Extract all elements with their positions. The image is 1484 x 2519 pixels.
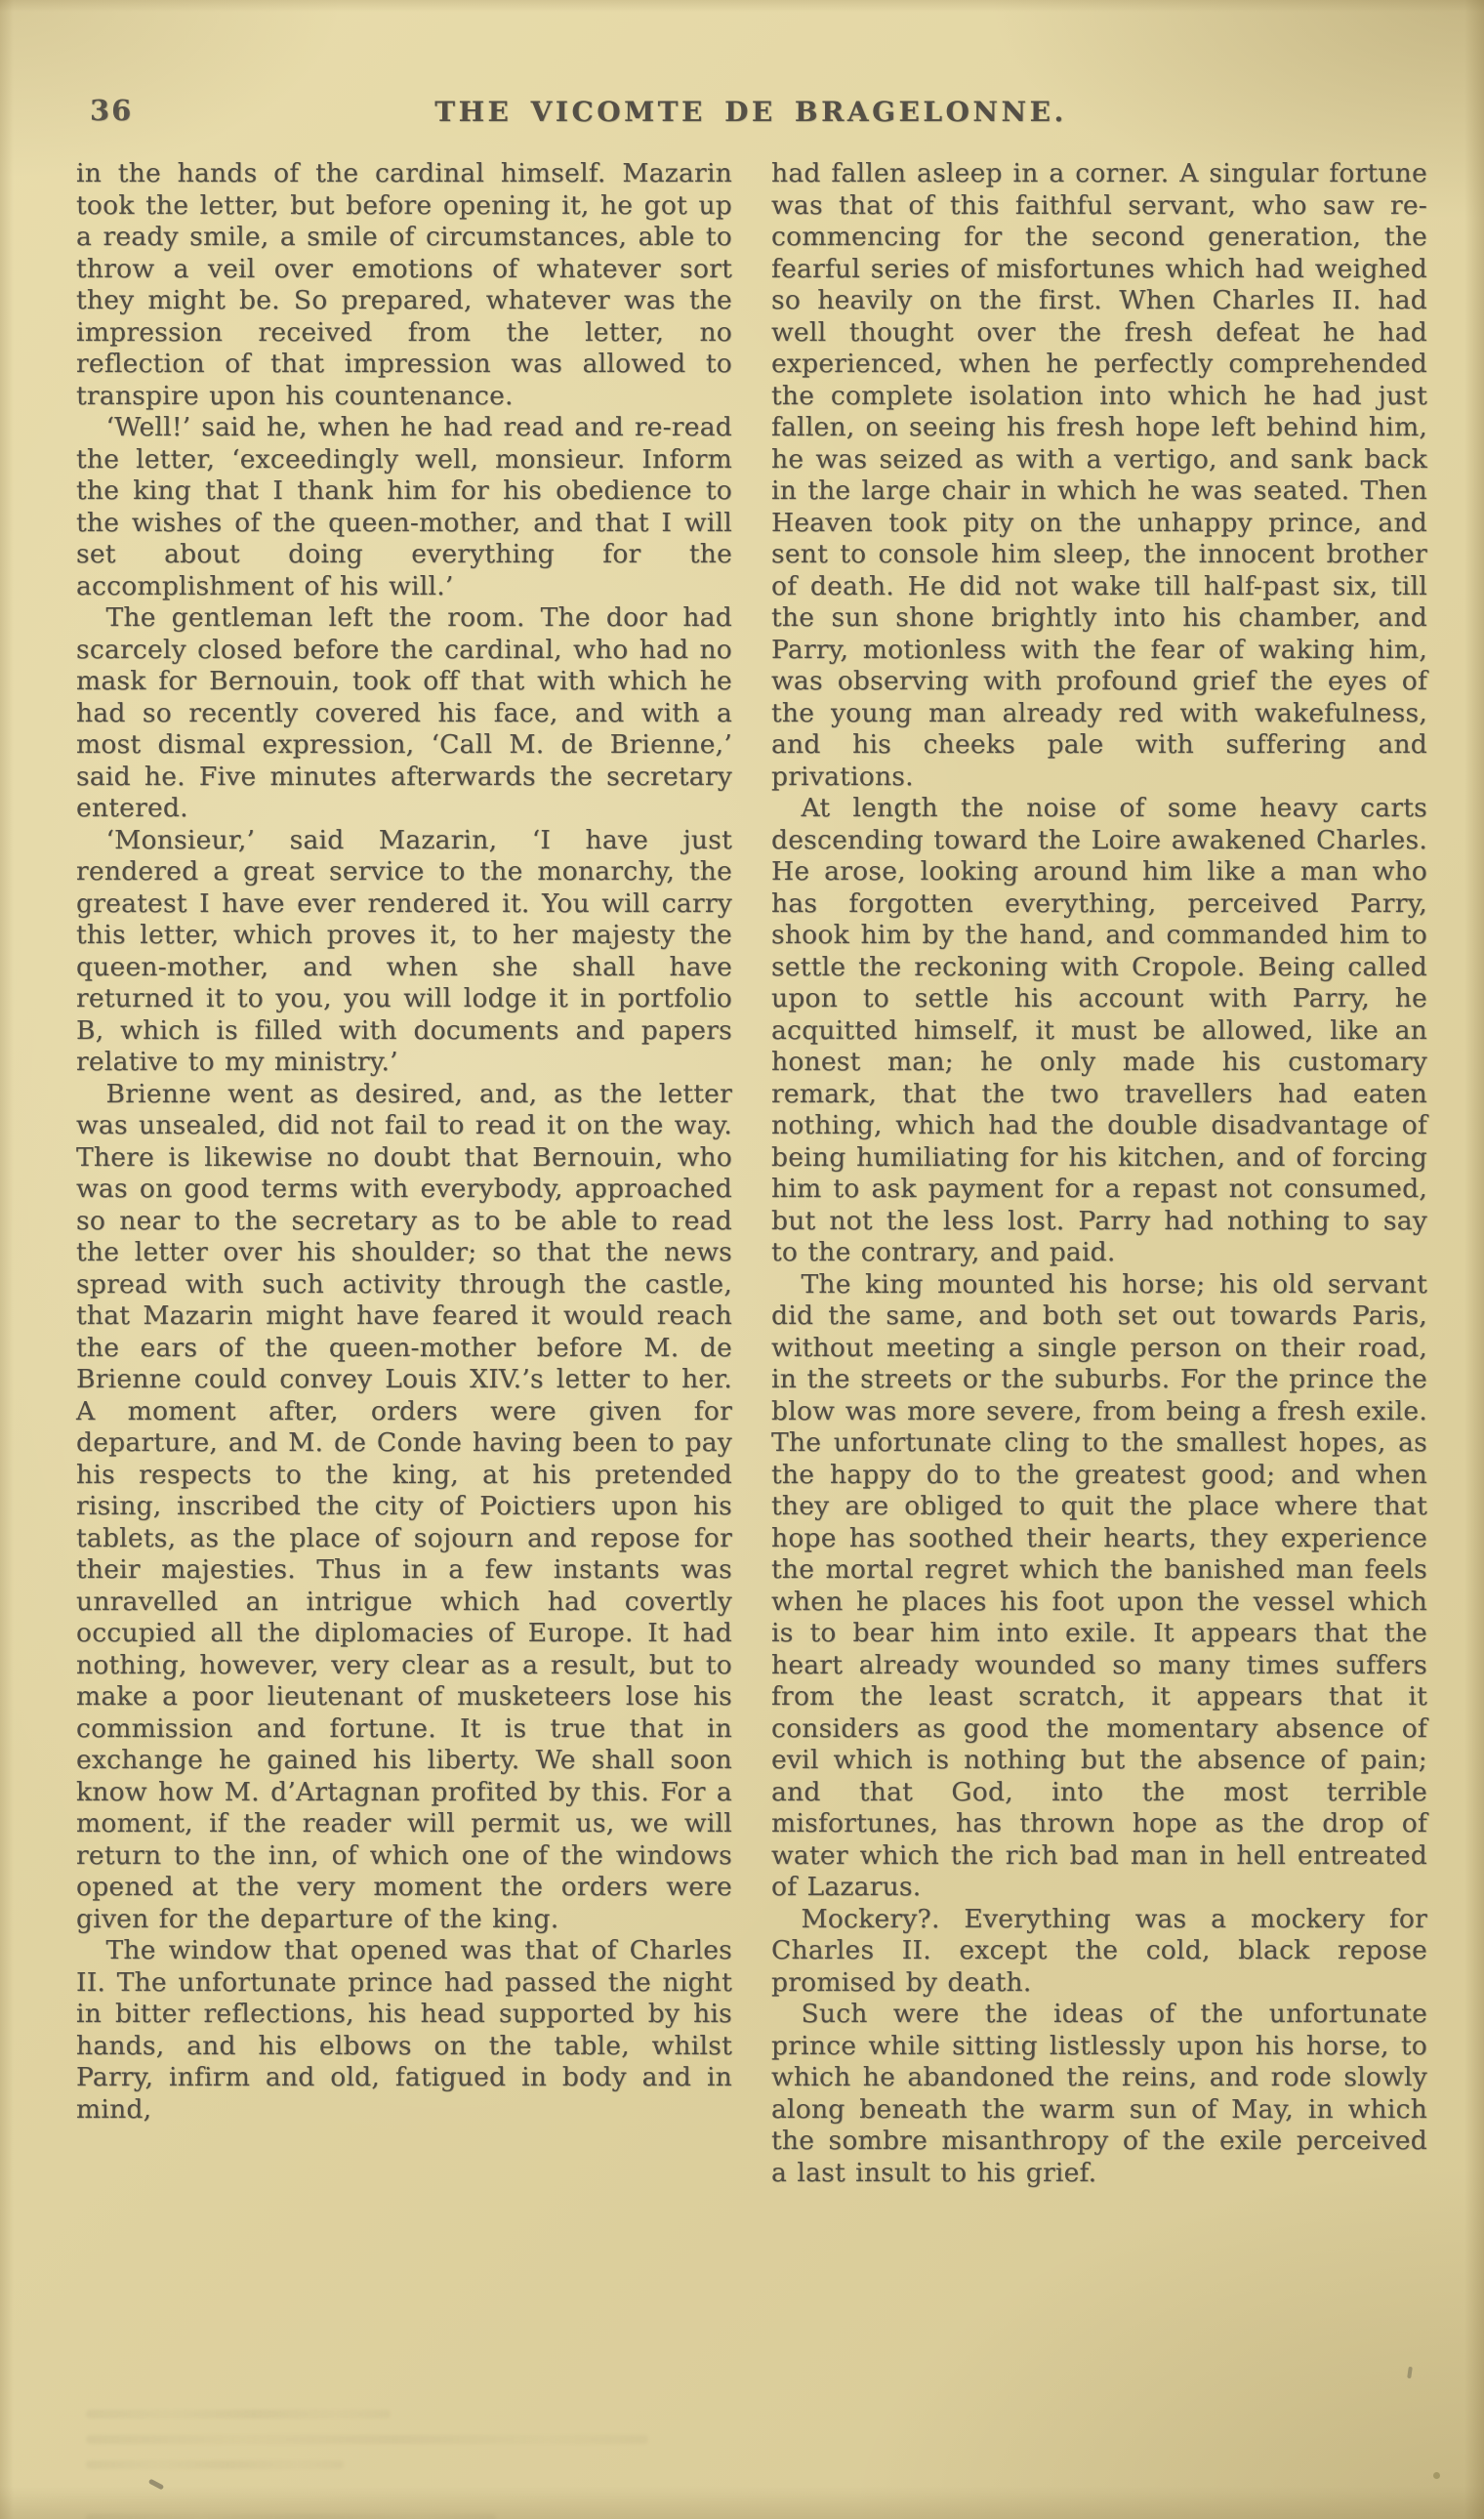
ink-speck (1407, 2367, 1413, 2378)
ink-speck (148, 2479, 164, 2491)
paragraph: ‘Monsieur,’ said Mazarin, ‘I have just rendered a great service to the monarchy, the greatest I have ever rendered it. You will carry this letter, which proves it, to her majesty the queen-mother, and when she shall have returned it to you, you will lodge it in portfolio B, which is filled with documents and papers relative to my ministry.’ (76, 824, 732, 1077)
paragraph: Brienne went as desired, and, as the letter was unsealed, did not fail to read it on the way. There is likewise no doubt that Bernouin, who was on good terms with everybody, approached so near to the secretary as to be able to read the letter over his shoulder; so that the news spread with such activity through the castle, that Mazarin might have feared it would reach the ears of the queen-mother before M. de Brienne could convey Louis XIV.’s letter to her. A moment after, orders were given for departure, and M. de Conde having been to pay his respects to the king, at his pretended rising, inscribed the city of Poictiers upon his tablets, as the place of sojourn and repose for their majesties. Thus in a few instants was unravelled an intrigue which had covertly occupied all the diplomacies of Europe. It had nothing, however, very clear as a result, but to make a poor lieutenant of musketeers lose his commission and fortune. It is true that in exchange he gained his liberty. We shall soon know how M. d’Artagnan profited by this. For a moment, if the reader will permit us, we will return to the inn, of which one of the windows opened at the very moment the orders were given for the departure of the king. (76, 1078, 732, 1934)
paragraph: The window that opened was that of Charles II. The unfortunate prince had passed the night in bitter reflections, his head supported by his hands, and his elbows on the table, whilst Parry, infirm and old, fatigued in body and in mind, (76, 1935, 732, 2125)
paragraph: in the hands of the cardinal himself. Mazarin took the letter, but before opening it, he got up a ready smile, a smile of circumstances, able to throw a veil over emotions of whatever sort they might be. So prepared, whatever was the impression received from the letter, no reflection of that impression was allowed to transpire upon his countenance. (76, 158, 732, 411)
paragraph: ‘Well!’ said he, when he had read and re-read the letter, ‘exceedingly well, monsieur. Inform the king that I thank him for his obedience to the wishes of the queen-mother, and that I will set about doing everything for the accomplishment of his will.’ (76, 412, 732, 601)
paragraph: had fallen asleep in a corner. A singular fortune was that of this faithful servant, who saw re-commencing for the second generation, the fearful series of misfortunes which had weighed so heavily on the first. When Charles II. had well thought over the fresh defeat he had experienced, when he perfectly comprehended the complete isolation into which he had just fallen, on seeing his fresh hope left behind him, he was seized as with a vertigo, and sank back in the large chair in which he was seated. Then Heaven took pity on the unhappy prince, and sent to console him sleep, the innocent brother of death. He did not wake till half-past six, till the sun shone brightly into his chamber, and Parry, motionless with the fear of waking him, was observing with profound grief the eyes of the young man already red with wakefulness, and his cheeks pale with suffering and privations. (771, 158, 1427, 792)
paragraph: Such were the ideas of the unfortunate prince while sitting listlessly upon his horse, to which he abandoned the reins, and rode slowly along beneath the warm sun of May, in which the sombre misanthropy of the exile perceived a last insult to his grief. (771, 1999, 1427, 2188)
running-title: THE VICOMTE DE BRAGELONNE. (434, 96, 1067, 128)
ink-speck (1433, 2472, 1440, 2479)
paragraph: The king mounted his horse; his old servant did the same, and both set out towards Paris, without meeting a single person on their road, in the streets or the suburbs. For the prince the blow was more severe, from being a fresh exile. The unfortunate cling to the smallest hopes, as the happy do to the greatest good; and when they are obliged to quit the place where that hope has soothed their hearts, they experience the mortal regret which the banished man feels when he places his foot upon the vessel which is to bear him into exile. It appears that the heart already wounded so many times suffers from the least scratch, it appears that it considers as good the momentary absence of evil which is nothing but the absence of pain; and that God, into the most terrible misfortunes, has thrown hope as the drop of water which the rich bad man in hell entreated of Lazarus. (771, 1268, 1427, 1902)
bleedthrough-marks (86, 2410, 672, 2519)
text-columns (76, 158, 1427, 2189)
paragraph: The gentleman left the room. The door had scarcely closed before the cardinal, who had no mask for Bernouin, took off that with which he had so recently covered his face, and with a most dismal expression, ‘Call M. de Brienne,’ said he. Five minutes afterwards the secretary entered. (76, 602, 732, 823)
page-header (76, 94, 1425, 133)
paragraph: At length the noise of some heavy carts descending toward the Loire awakened Charles. He arose, looking around him like a man who has forgotten everything, perceived Parry, shook him by the hand, and commanded him to settle the reckoning with Cropole. Being called upon to settle his account with Parry, he acquitted himself, it must be allowed, like an honest man; he only made his customary remark, that the two travellers had eaten nothing, which had the double disadvantage of being humiliating for his kitchen, and of forcing him to ask payment for a repast not consumed, but not the less lost. Parry had nothing to say to the contrary, and paid. (771, 793, 1427, 1267)
left-column (76, 158, 732, 2189)
paragraph: Mockery?. Everything was a mockery for Charles II. except the cold, black repose promised by death. (771, 1903, 1427, 1998)
page-number: 36 (90, 94, 134, 127)
right-column (771, 158, 1427, 2189)
